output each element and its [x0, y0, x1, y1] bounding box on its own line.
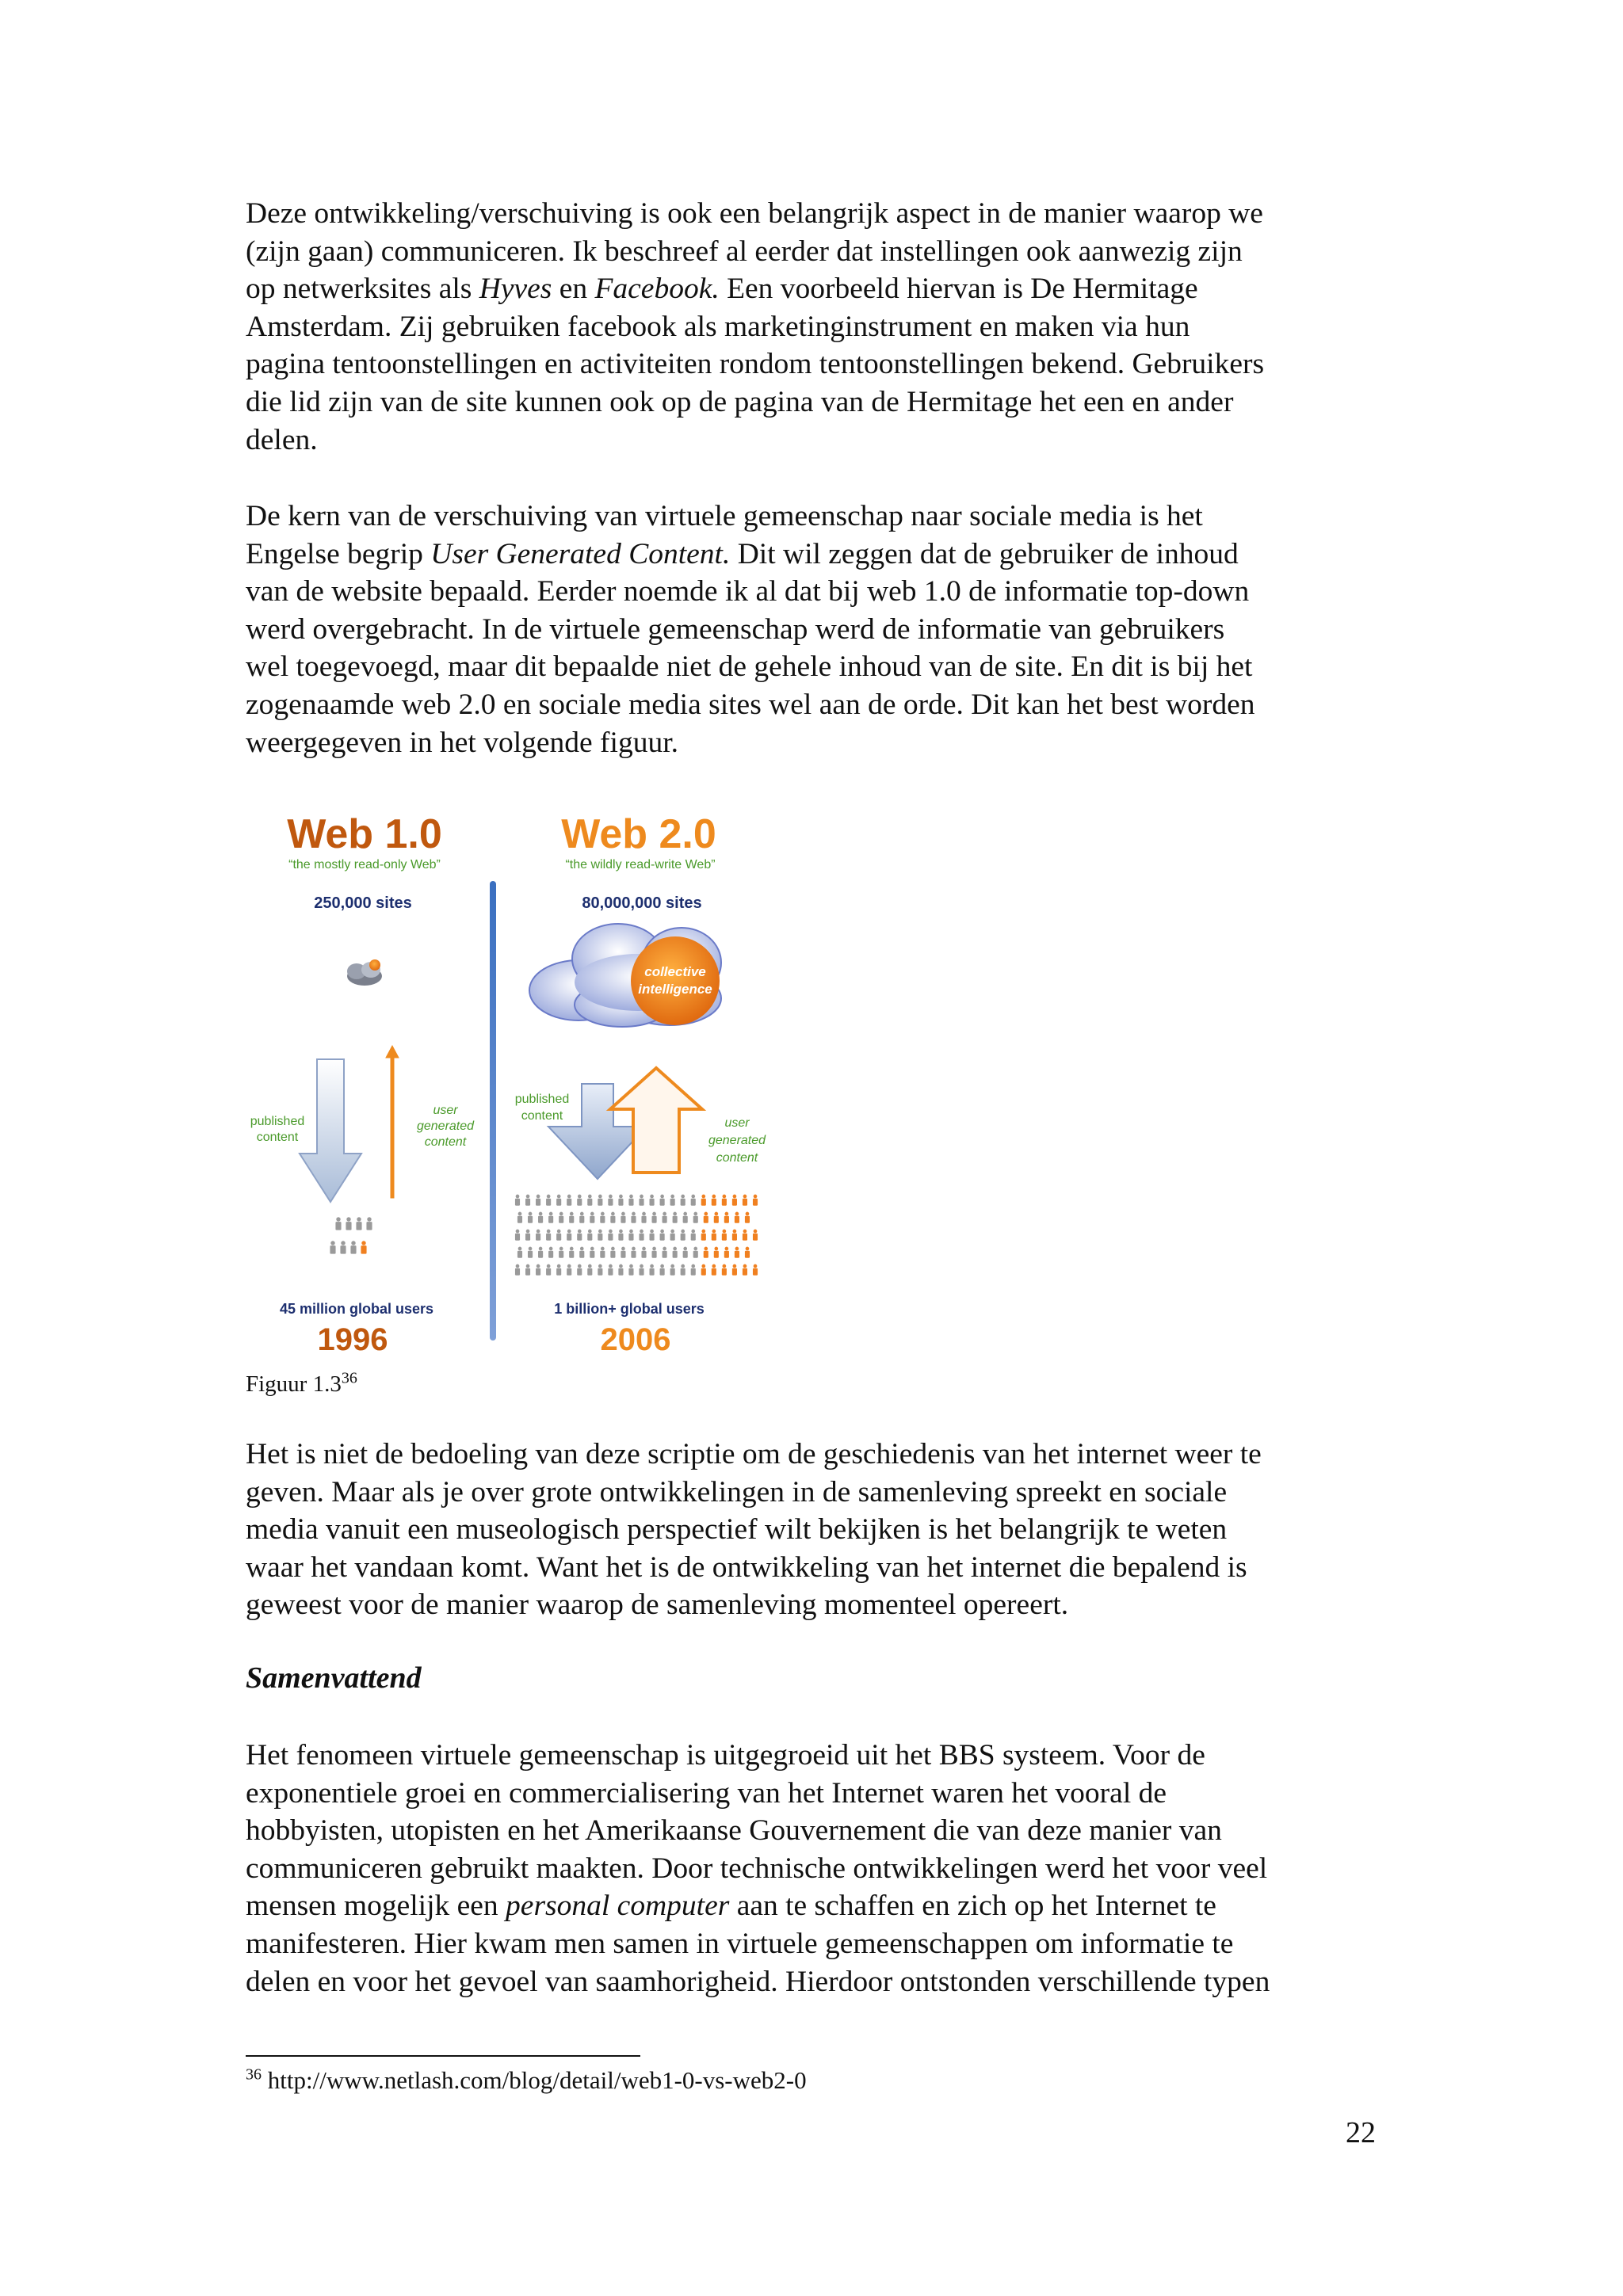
person-icon [691, 1264, 696, 1276]
person-icon [732, 1195, 737, 1206]
person-icon [652, 1212, 657, 1223]
paragraph-1 [246, 195, 1379, 459]
person-icon [701, 1230, 706, 1241]
person-icon [559, 1212, 563, 1223]
person-icon [628, 1230, 633, 1241]
person-icon [712, 1195, 716, 1206]
person-icon [683, 1247, 688, 1258]
person-icon [569, 1212, 574, 1223]
person-icon [335, 1217, 341, 1230]
text-line [246, 724, 1379, 762]
person-icon [538, 1247, 543, 1258]
text-run: Amsterdam. Zij gebruiken facebook als marketinginstrument en maken via hun [246, 310, 1190, 343]
text-line [246, 1436, 1379, 1474]
person-icon [608, 1230, 613, 1241]
person-icon [515, 1264, 520, 1276]
text-line [246, 573, 1379, 611]
web2-published-line1: published [514, 1093, 570, 1106]
person-icon [670, 1195, 675, 1206]
person-icon [548, 1247, 553, 1258]
web1-published-line2: content [256, 1131, 299, 1144]
text-line [246, 648, 1379, 686]
person-icon [650, 1230, 655, 1241]
text-run: van de website bepaald. Eerder noemde ik al dat bij web 1.0 de informatie top-down [246, 575, 1250, 608]
person-icon [536, 1230, 540, 1241]
person-icon [346, 1217, 351, 1230]
text-run: werd overgebracht. In de virtuele gemeenschap werd de informatie van gebruikers [246, 612, 1225, 646]
person-icon [548, 1212, 553, 1223]
web2-users: 1 billion+ global users [554, 1301, 705, 1317]
person-icon [608, 1264, 613, 1276]
text-run: (zijn gaan) communiceren. Ik beschreef al eerder dat instellingen ook aanwezig zijn [246, 235, 1243, 268]
person-icon [600, 1247, 605, 1258]
text-run: weergegeven in het volgende figuur. [246, 726, 679, 759]
text-line [246, 1850, 1379, 1888]
web2-ugc-line2: generated [708, 1134, 766, 1147]
person-icon [608, 1195, 613, 1206]
text-run: pagina tentoonstellingen en activiteiten rondom tentoonstellingen bekend. Gebruikers [246, 348, 1265, 381]
web2-cloud-line1: collective [644, 964, 706, 979]
person-icon [559, 1247, 563, 1258]
text-run: Het is niet de bedoeling van deze scriptie om de geschiedenis van het internet weer te [246, 1438, 1262, 1470]
text-run: op netwerksites als [246, 273, 479, 306]
footnote [246, 2066, 807, 2095]
person-icon [517, 1212, 522, 1223]
text-run: geweest voor de manier waarop de samenleving momenteel opereert. [246, 1589, 1069, 1622]
person-icon [753, 1195, 758, 1206]
person-icon [663, 1212, 667, 1223]
person-icon [673, 1212, 678, 1223]
person-icon [546, 1264, 551, 1276]
italic-text-run: Facebook. [594, 273, 720, 306]
text-run: Dit wil zeggen dat de gebruiker de inhoud [730, 537, 1239, 570]
text-line [246, 1963, 1379, 2001]
text-run: delen. [246, 423, 318, 456]
person-icon [610, 1212, 615, 1223]
person-icon [732, 1264, 737, 1276]
person-icon [598, 1195, 602, 1206]
person-icon [628, 1195, 633, 1206]
person-icon [714, 1247, 719, 1258]
person-icon [631, 1247, 636, 1258]
person-icon [515, 1230, 520, 1241]
person-icon [598, 1264, 602, 1276]
text-run: Een voorbeeld hiervan is De Hermitage [719, 273, 1198, 306]
person-icon [670, 1264, 675, 1276]
person-icon [704, 1212, 708, 1223]
person-icon [587, 1230, 592, 1241]
web2-year: 2006 [600, 1322, 671, 1357]
person-icon [525, 1264, 530, 1276]
text-line [246, 1474, 1379, 1512]
text-line [246, 536, 1379, 574]
page-number: 22 [1346, 2116, 1376, 2149]
person-icon [712, 1230, 716, 1241]
web1-subtitle: “the mostly read-only Web” [288, 858, 441, 871]
person-icon [567, 1264, 571, 1276]
text-line [246, 1737, 1379, 1775]
person-icon [587, 1195, 592, 1206]
person-icon [732, 1230, 737, 1241]
person-icon [590, 1247, 594, 1258]
person-icon [722, 1195, 727, 1206]
person-icon [724, 1212, 729, 1223]
person-icon [693, 1212, 698, 1223]
text-run: Deze ontwikkeling/verschuiving is ook een belangrijk aspect in de manier waarop we [246, 197, 1263, 230]
person-icon [753, 1230, 758, 1241]
text-line [246, 1812, 1379, 1850]
text-line [246, 686, 1379, 724]
text-line [246, 308, 1379, 346]
text-line [246, 1775, 1379, 1813]
person-icon [538, 1212, 543, 1223]
person-icon [670, 1230, 675, 1241]
person-icon [567, 1230, 571, 1241]
web-divider [490, 881, 496, 1341]
person-icon [356, 1217, 361, 1230]
italic-text-run: Hyves [479, 273, 552, 306]
person-icon [600, 1212, 605, 1223]
text-run: manifesteren. Hier kwam men samen in virtuele gemeenschappen om informatie te [246, 1927, 1234, 1960]
figure-caption [246, 1371, 357, 1398]
person-icon [704, 1247, 708, 1258]
person-icon [361, 1241, 366, 1253]
web1-vs-web2-figure [238, 800, 777, 1371]
paragraph-3 [246, 1436, 1379, 1624]
text-run: hobbyisten, utopisten en het Amerikaanse Gouvernement die van deze manier van [246, 1814, 1222, 1848]
person-icon [641, 1247, 646, 1258]
web1-sites: 250,000 sites [314, 894, 412, 912]
text-run: aan te schaffen en zich op het Internet te [729, 1890, 1216, 1923]
person-icon [517, 1247, 522, 1258]
person-icon [660, 1230, 665, 1241]
person-icon [650, 1264, 655, 1276]
person-icon [628, 1264, 633, 1276]
text-line [246, 195, 1379, 233]
person-icon [528, 1212, 533, 1223]
person-icon [735, 1247, 739, 1258]
text-line [246, 1887, 1379, 1925]
web1-users-people-icons [330, 1217, 372, 1253]
person-icon [567, 1195, 571, 1206]
person-icon [631, 1212, 636, 1223]
person-icon [618, 1195, 623, 1206]
person-icon [663, 1247, 667, 1258]
person-icon [598, 1230, 602, 1241]
text-run: Het fenomeen virtuele gemeenschap is uitgegroeid uit het BBS systeem. Voor de [246, 1739, 1205, 1772]
web2-cloud-line2: intelligence [638, 982, 712, 997]
caption-footnote-marker: 36 [341, 1369, 357, 1387]
person-icon [546, 1195, 551, 1206]
person-icon [556, 1230, 561, 1241]
person-icon [724, 1247, 729, 1258]
person-icon [745, 1212, 750, 1223]
web1-users: 45 million global users [279, 1301, 434, 1317]
person-icon [546, 1230, 551, 1241]
person-icon [691, 1195, 696, 1206]
person-icon [618, 1264, 623, 1276]
person-icon [753, 1264, 758, 1276]
person-icon [714, 1212, 719, 1223]
web1-title: Web 1.0 [287, 811, 442, 857]
web2-title: Web 2.0 [561, 811, 716, 857]
text-run: wel toegevoegd, maar dit bepaalde niet de gehele inhoud van de site. En dit is bij het [246, 650, 1253, 684]
person-icon [743, 1230, 747, 1241]
web2-ugc-line3: content [716, 1151, 758, 1165]
person-icon [577, 1230, 582, 1241]
text-line [246, 421, 1379, 460]
italic-text-run: User Generated Content. [430, 537, 731, 570]
person-icon [536, 1264, 540, 1276]
web2-users-people-icons [515, 1195, 758, 1276]
web2-sites: 80,000,000 sites [582, 894, 702, 912]
person-icon [722, 1264, 727, 1276]
person-icon [660, 1195, 665, 1206]
person-icon [577, 1195, 582, 1206]
person-icon [525, 1230, 530, 1241]
text-line [246, 270, 1379, 308]
person-icon [683, 1212, 688, 1223]
person-icon [525, 1195, 530, 1206]
section-heading: Samenvattend [246, 1661, 422, 1695]
person-icon [701, 1195, 706, 1206]
footnote-separator [246, 2055, 640, 2057]
published-content-arrow-icon [300, 1059, 361, 1202]
person-icon [673, 1247, 678, 1258]
person-icon [691, 1230, 696, 1241]
person-icon [536, 1195, 540, 1206]
text-line [246, 383, 1379, 421]
person-icon [639, 1230, 643, 1241]
text-line [246, 611, 1379, 649]
text-run: mensen mogelijk een [246, 1890, 506, 1923]
text-run: waar het vandaan komt. Want het is de ontwikkeling van het internet die bepalend is [246, 1550, 1247, 1584]
footnote-number: 36 [246, 2065, 262, 2084]
web1-ugc-line3: content [424, 1135, 467, 1149]
person-icon [735, 1212, 739, 1223]
person-icon [610, 1247, 615, 1258]
person-icon [681, 1195, 685, 1206]
text-run: geven. Maar als je over grote ontwikkelingen in de samenleving spreekt en sociale [246, 1475, 1228, 1508]
web2-ugc-arrow-icon [610, 1068, 702, 1173]
person-icon [528, 1247, 533, 1258]
web1-ugc-line1: user [433, 1104, 458, 1117]
paragraph-2 [246, 498, 1379, 761]
text-run: media vanuit een museologisch perspectief wilt bekijken is het belangrijk te weten [246, 1513, 1228, 1547]
person-icon [743, 1264, 747, 1276]
person-icon [618, 1230, 623, 1241]
footnote-text: http://www.netlash.com/blog/detail/web1-0-vs-web2-0 [262, 2066, 807, 2094]
text-run: zogenaamde web 2.0 en sociale media sites wel aan de orde. Dit kan het best worden [246, 688, 1255, 721]
person-icon [639, 1264, 643, 1276]
person-icon [366, 1217, 372, 1230]
person-icon [722, 1230, 727, 1241]
paragraph-4 [246, 1737, 1379, 2000]
text-run: exponentiele groei en commercialisering van het Internet waren het vooral de [246, 1776, 1167, 1810]
text-run: Engelse begrip [246, 537, 431, 570]
person-icon [579, 1247, 584, 1258]
person-icon [621, 1247, 625, 1258]
user-generated-arrow-icon [386, 1046, 399, 1198]
web1-ugc-line2: generated [416, 1119, 475, 1133]
person-icon [515, 1195, 520, 1206]
person-icon [681, 1264, 685, 1276]
person-icon [569, 1247, 574, 1258]
web1-year: 1996 [317, 1322, 388, 1357]
person-icon [743, 1195, 747, 1206]
person-icon [639, 1195, 643, 1206]
person-icon [693, 1247, 698, 1258]
person-icon [650, 1195, 655, 1206]
text-line [246, 345, 1379, 383]
web2-published-line2: content [521, 1109, 563, 1123]
person-icon [579, 1212, 584, 1223]
person-icon [660, 1264, 665, 1276]
person-icon [330, 1241, 335, 1253]
person-icon [350, 1241, 356, 1253]
text-line [246, 1586, 1379, 1624]
person-icon [641, 1212, 646, 1223]
text-run: De kern van de verschuiving van virtuele gemeenschap naar sociale media is het [246, 500, 1203, 532]
person-icon [745, 1247, 750, 1258]
web1-published-line1: published [250, 1115, 305, 1128]
text-line [246, 1549, 1379, 1587]
text-run: communiceren gebruikt maakten. Door technische ontwikkelingen werd het voor veel [246, 1852, 1268, 1885]
person-icon [556, 1195, 561, 1206]
web2-subtitle: “the wildly read-write Web” [565, 858, 716, 871]
text-run: en [552, 273, 595, 306]
person-icon [340, 1241, 346, 1253]
person-icon [701, 1264, 706, 1276]
person-icon [652, 1247, 657, 1258]
text-line [246, 233, 1379, 271]
person-icon [590, 1212, 594, 1223]
caption-text: Figuur 1.3 [246, 1371, 342, 1397]
text-line [246, 1511, 1379, 1549]
small-cloud-icon [347, 959, 382, 986]
text-line [246, 1925, 1379, 1963]
person-icon [587, 1264, 592, 1276]
person-icon [681, 1230, 685, 1241]
text-run: delen en voor het gevoel van saamhorigheid. Hierdoor ontstonden verschillende typen [246, 1965, 1270, 1998]
web2-ugc-line1: user [724, 1116, 750, 1130]
text-run: die lid zijn van de site kunnen ook op de pagina van de Hermitage het een en ander [246, 385, 1234, 418]
person-icon [621, 1212, 625, 1223]
text-line [246, 498, 1379, 536]
person-icon [577, 1264, 582, 1276]
italic-text-run: personal computer [506, 1890, 730, 1923]
person-icon [712, 1264, 716, 1276]
person-icon [556, 1264, 561, 1276]
